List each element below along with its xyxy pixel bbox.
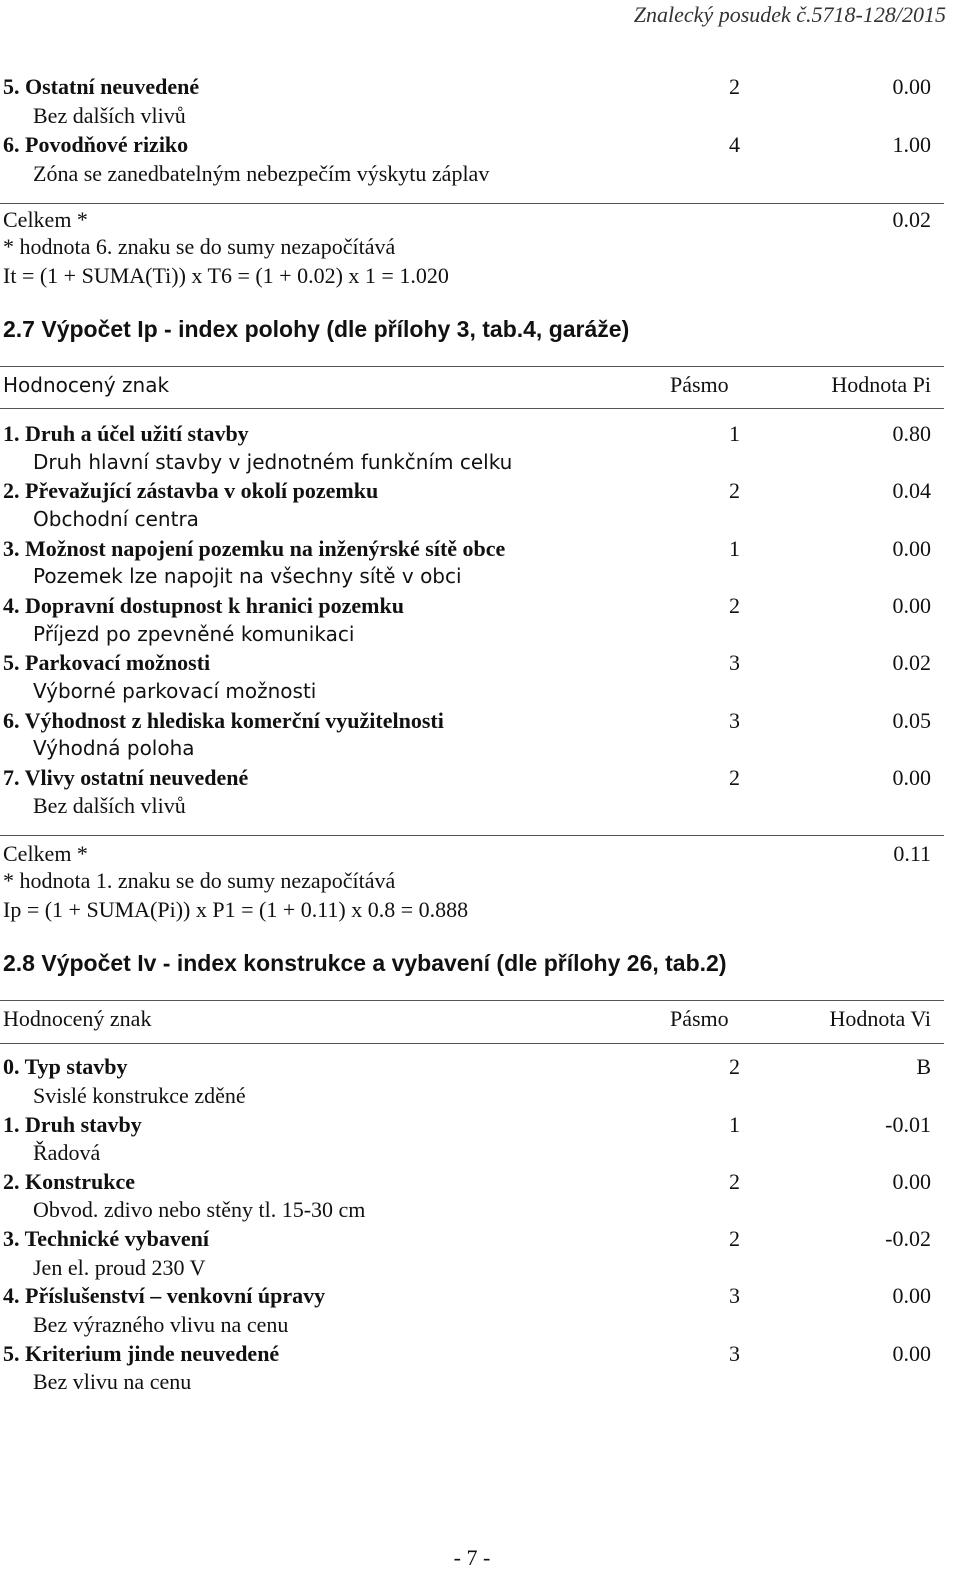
row-value: 0.00: [892, 1169, 931, 1194]
row-description: Výborné parkovací možnosti: [33, 679, 317, 703]
table-row: [0, 1052, 944, 1081]
row-value: 0.05: [892, 708, 931, 733]
row-name: 3. Možnost napojení pozemku na inženýrské sítě obce: [3, 536, 506, 561]
row-name: 1. Druh stavby: [3, 1112, 142, 1137]
table-row-sub: [0, 1138, 944, 1167]
table-row-sub: [0, 791, 944, 820]
row-name: 4. Dopravní dostupnost k hranici pozemku: [3, 593, 404, 618]
col-sign-header: Hodnocený znak: [3, 1006, 152, 1031]
row-description: Řadová: [33, 1140, 101, 1165]
table-row: [0, 591, 944, 620]
table-row-sub: [0, 620, 944, 649]
total-label: Celkem *: [3, 207, 88, 232]
table-row-sub: [0, 505, 944, 534]
row-description: Obchodní centra: [33, 507, 199, 531]
section-title: 2.7 Výpočet Ip - index polohy (dle přílohy 3, tab.4, garáže): [3, 316, 630, 342]
divider: [0, 1000, 944, 1001]
row-name: 5. Ostatní neuvedené: [3, 74, 200, 99]
row-value: 0.00: [892, 536, 931, 561]
row-name: 2. Konstrukce: [3, 1169, 135, 1194]
row-band: 2: [729, 765, 740, 790]
row-description: Pozemek lze napojit na všechny sítě v obci: [33, 564, 462, 588]
row-value: 0.80: [892, 421, 931, 446]
table-row: [0, 763, 944, 792]
table-row-sub: [0, 677, 944, 706]
table-row: [0, 419, 944, 448]
row-value: 0.00: [892, 74, 931, 99]
document-header: Znalecký posudek č.5718-128/2015: [633, 2, 946, 27]
table-row: [0, 1110, 944, 1139]
row-band: 2: [729, 1054, 740, 1079]
row-value: -0.01: [885, 1112, 931, 1137]
table-row-sub: [0, 562, 944, 591]
row-description: Svislé konstrukce zděné: [33, 1083, 246, 1108]
table-row: [0, 1281, 944, 1310]
row-description: Obvod. zdivo nebo stěny tl. 15-30 cm: [33, 1197, 366, 1222]
table-row-sub: [0, 448, 944, 477]
row-description: Bez výrazného vlivu na cenu: [33, 1312, 289, 1337]
row-value: 0.00: [892, 765, 931, 790]
row-value: 1.00: [892, 132, 931, 157]
col-sign-header: Hodnocený znak: [3, 373, 170, 397]
row-band: 4: [729, 132, 740, 157]
row-name: 6. Povodňové riziko: [3, 132, 189, 157]
divider: [0, 835, 944, 836]
row-description: Zóna se zanedbatelným nebezpečím výskytu záplav: [33, 161, 490, 186]
table-row: [0, 534, 944, 563]
total-row: [0, 205, 944, 234]
row-description: Bez dalších vlivů: [33, 793, 186, 818]
row-name: 7. Vlivy ostatní neuvedené: [3, 765, 249, 790]
table-row: [0, 1224, 944, 1253]
table-row: [0, 476, 944, 505]
row-band: 1: [729, 1112, 740, 1137]
divider: [0, 1043, 944, 1044]
row-band: 2: [729, 478, 740, 503]
table-header: [0, 1004, 944, 1034]
table-row: [0, 130, 944, 159]
table-row-sub: [0, 1253, 944, 1282]
row-name: 2. Převažující zástavba v okolí pozemku: [3, 478, 379, 503]
row-value: 0.04: [892, 478, 931, 503]
table-row-sub: [0, 1081, 944, 1110]
row-description: Výhodná poloha: [33, 736, 195, 760]
table-row-sub: [0, 101, 944, 130]
formula: Ip = (1 + SUMA(Pi)) x P1 = (1 + 0.11) x 0.8 = 0.888: [3, 897, 469, 922]
row-value: 0.00: [892, 1341, 931, 1366]
row-name: 1. Druh a účel užití stavby: [3, 421, 249, 446]
col-band-header: Pásmo: [670, 372, 729, 397]
row-name: 5. Parkovací možnosti: [3, 650, 211, 675]
row-band: 1: [729, 536, 740, 561]
row-description: Bez dalších vlivů: [33, 103, 186, 128]
row-description: Příjezd po zpevněné komunikaci: [33, 622, 355, 646]
divider: [0, 366, 944, 367]
table-row-sub: [0, 1195, 944, 1224]
row-description: Bez vlivu na cenu: [33, 1369, 192, 1394]
row-band: 3: [729, 708, 740, 733]
total-value: 0.02: [892, 207, 931, 232]
row-band: 2: [729, 74, 740, 99]
col-band-header: Pásmo: [670, 1006, 729, 1031]
row-name: 4. Příslušenství – venkovní úpravy: [3, 1283, 326, 1308]
row-band: 3: [729, 1341, 740, 1366]
table-row-sub: [0, 1367, 944, 1396]
row-band: 3: [729, 650, 740, 675]
row-band: 2: [729, 593, 740, 618]
table-header: [0, 370, 944, 400]
row-name: 6. Výhodnost z hlediska komerční využitelnosti: [3, 708, 444, 733]
table-row: [0, 1339, 944, 1368]
row-value: 0.02: [892, 650, 931, 675]
col-value-header: Hodnota Vi: [829, 1006, 931, 1031]
table-row-sub: [0, 159, 944, 188]
row-band: 3: [729, 1283, 740, 1308]
note: * hodnota 6. znaku se do sumy nezapočítává: [3, 234, 396, 259]
row-value: 0.00: [892, 1283, 931, 1308]
total-label: Celkem *: [3, 841, 88, 866]
row-band: 2: [729, 1169, 740, 1194]
note: * hodnota 1. znaku se do sumy nezapočítává: [3, 868, 396, 893]
total-row: [0, 839, 944, 868]
row-description: Druh hlavní stavby v jednotném funkčním celku: [33, 450, 513, 474]
table-row: [0, 72, 944, 101]
formula: It = (1 + SUMA(Ti)) x T6 = (1 + 0.02) x 1 = 1.020: [3, 263, 449, 288]
row-value: 0.00: [892, 593, 931, 618]
divider: [0, 203, 944, 204]
row-name: 5. Kriterium jinde neuvedené: [3, 1341, 280, 1366]
row-band: 1: [729, 421, 740, 446]
row-band: 2: [729, 1226, 740, 1251]
row-name: 0. Typ stavby: [3, 1054, 128, 1079]
section-title: 2.8 Výpočet Iv - index konstrukce a vybavení (dle přílohy 26, tab.2): [3, 950, 727, 976]
table-row: [0, 1167, 944, 1196]
col-value-header: Hodnota Pi: [831, 372, 931, 397]
row-value: -0.02: [885, 1226, 931, 1251]
table-row: [0, 706, 944, 735]
row-description: Jen el. proud 230 V: [33, 1255, 206, 1280]
table-row: [0, 648, 944, 677]
table-row-sub: [0, 1310, 944, 1339]
total-value: 0.11: [893, 841, 931, 866]
divider: [0, 408, 944, 409]
page-number: - 7 -: [453, 1545, 491, 1570]
table-row-sub: [0, 734, 944, 763]
row-name: 3. Technické vybavení: [3, 1226, 209, 1251]
row-value: B: [916, 1054, 931, 1079]
